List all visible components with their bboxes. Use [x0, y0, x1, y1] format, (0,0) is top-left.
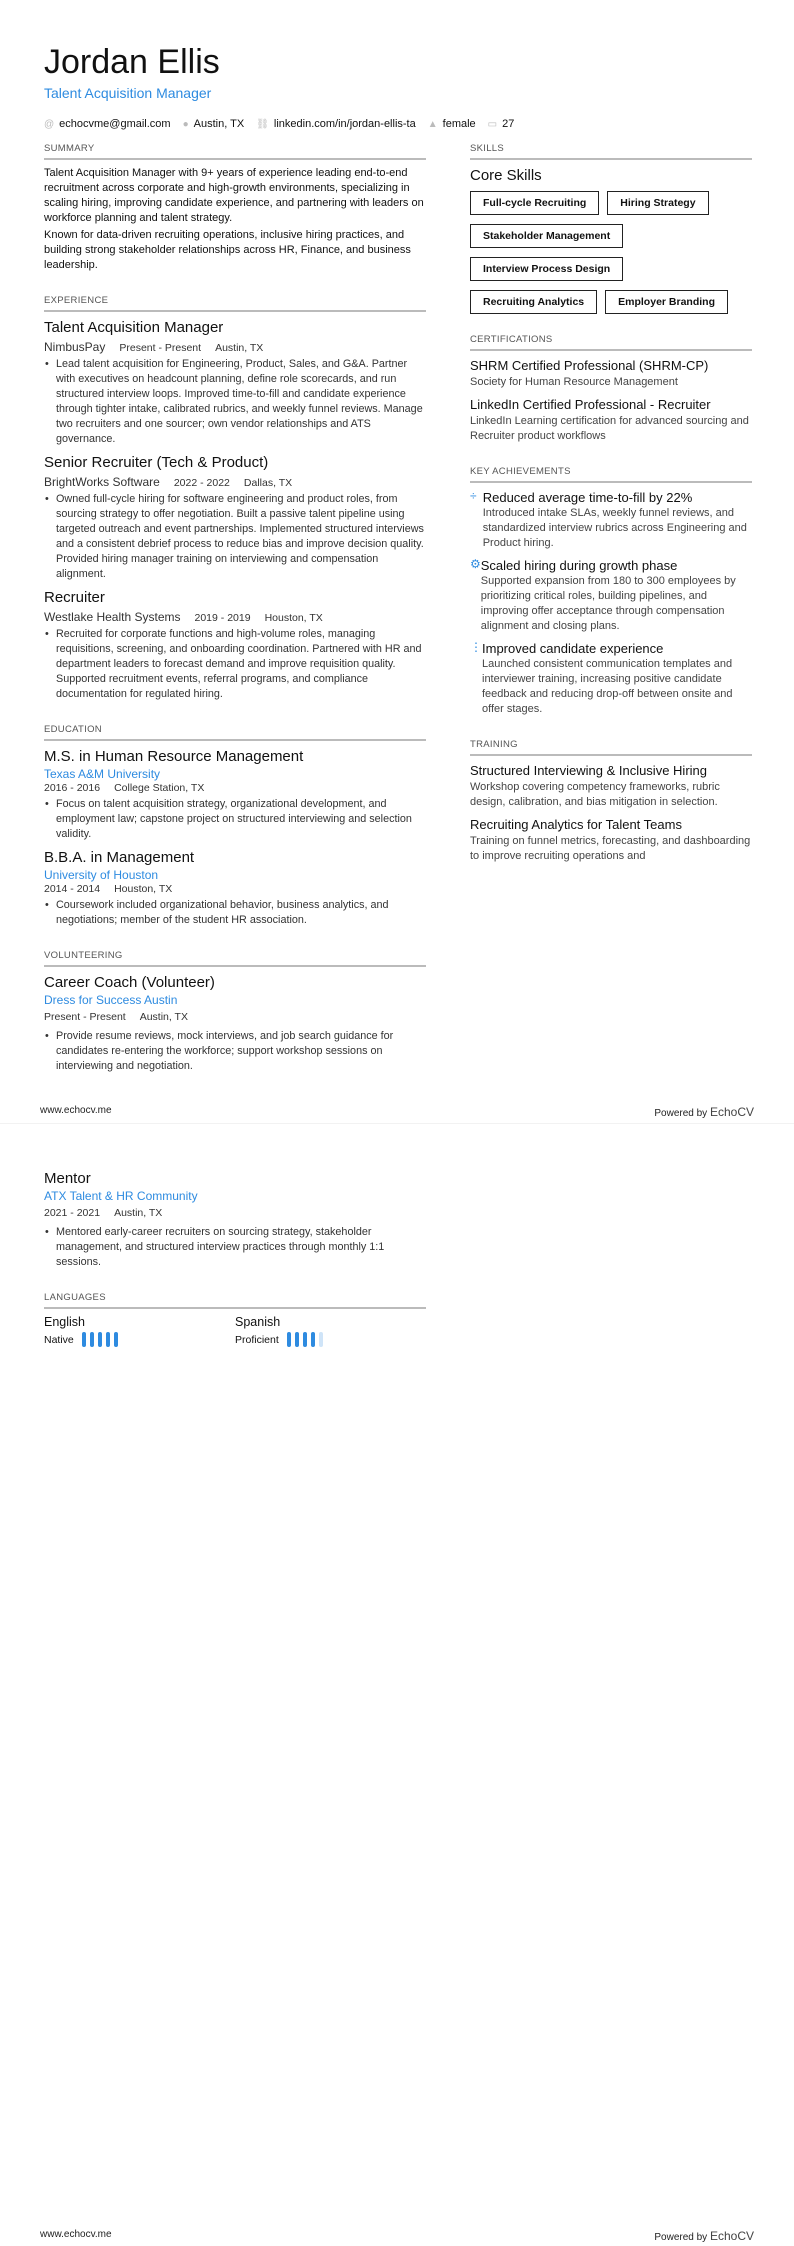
education-item [44, 848, 426, 928]
school: University of Houston [44, 868, 159, 882]
education-section [44, 724, 426, 928]
link-icon: ⛓ [256, 119, 269, 130]
language-name: Spanish [235, 1315, 281, 1329]
calendar-icon: ▭ [487, 119, 498, 130]
brand-logo: EchoCV [709, 1105, 754, 1119]
section-heading: KEY ACHIEVEMENTS [470, 466, 752, 483]
language-name: English [44, 1315, 85, 1329]
organization: ATX Talent & HR Community [44, 1189, 198, 1203]
bullet: • Provide resume reviews, mock interviews, and job search guidance for candidates re-entering the workforce; support workshop sessions on interviewing and negotiation. [44, 1029, 426, 1074]
organization: Dress for Success Austin [44, 993, 178, 1007]
achievement-desc: Introduced intake SLAs, weekly funnel reviews, and standardized interview rubrics across Engineering and Product hiring. [482, 507, 747, 549]
resume-page-2 [0, 1123, 794, 2246]
certifications-section [470, 334, 752, 444]
education-item [44, 747, 426, 842]
school: Texas A&M University [44, 767, 161, 781]
proficiency-bars [287, 1332, 323, 1347]
location: Houston, TX [114, 883, 173, 895]
section-heading: EDUCATION [44, 724, 426, 741]
location: College Station, TX [114, 782, 205, 794]
divide-icon: ÷ [470, 489, 477, 503]
footer-powered-by: Powered by EchoCV [654, 2229, 754, 2243]
skills-section [470, 143, 752, 314]
job-title: Talent Acquisition Manager [44, 319, 224, 336]
section-heading: CERTIFICATIONS [470, 334, 752, 351]
section-heading: EXPERIENCE [44, 295, 426, 312]
achievement-item [470, 557, 752, 634]
footer-site-link[interactable]: www.echocv.me [40, 2229, 112, 2240]
degree: B.B.A. in Management [44, 849, 195, 866]
vertical-dots-icon: ⋮ [470, 640, 482, 654]
contact-linkedin[interactable]: ⛓ linkedin.com/in/jordan-ellis-ta [256, 118, 416, 130]
cert-desc: Society for Human Resource Management [470, 376, 678, 388]
dates: 2022 - 2022 [173, 477, 230, 489]
contact-list [44, 118, 514, 130]
contact-location: ● Austin, TX [182, 118, 245, 130]
language-item [235, 1315, 426, 1347]
achievement-item [470, 489, 752, 551]
skill-chips [470, 191, 740, 314]
skill-group-title: Core Skills [470, 167, 542, 184]
dates: 2014 - 2014 [44, 883, 101, 895]
experience-section [44, 295, 426, 702]
dates: 2019 - 2019 [194, 612, 251, 624]
skill-chip: Hiring Strategy [607, 191, 708, 215]
location-pin-icon: ● [182, 119, 189, 130]
proficiency-bar [114, 1332, 118, 1347]
achievement-desc: Supported expansion from 180 to 300 employees by prioritizing critical roles, building pipelines, and improving offer acceptance through compensation alignment and closing plans. [480, 575, 736, 632]
volunteer-role: Mentor [44, 1170, 91, 1187]
skill-chip: Interview Process Design [470, 257, 623, 281]
candidate-title: Talent Acquisition Manager [44, 85, 212, 101]
skill-chip: Full-cycle Recruiting [470, 191, 599, 215]
volunteering-item [44, 973, 426, 1074]
brand-logo: EchoCV [709, 2229, 754, 2243]
training-section [470, 739, 752, 864]
proficiency-bar [106, 1332, 110, 1347]
degree: M.S. in Human Resource Management [44, 748, 304, 765]
training-desc: Workshop covering competency frameworks, rubric design, calibration, and bias mitigation in selection. [470, 781, 720, 808]
section-heading: LANGUAGES [44, 1292, 426, 1309]
dates: Present - Present [44, 1011, 126, 1023]
location: Austin, TX [215, 342, 264, 354]
cert-name: SHRM Certified Professional (SHRM-CP) [470, 358, 709, 373]
training-name: Recruiting Analytics for Talent Teams [470, 817, 682, 832]
summary-text: Known for data-driven recruiting operations, inclusive hiring practices, and building strong stakeholder relationships across HR, Finance, and business leadership. [44, 229, 411, 271]
proficiency-bars [82, 1332, 118, 1347]
bullet: • Recruited for corporate functions and high-volume roles, managing requisitions, screening, and onboarding coordination. Partnered with HR and department leaders to forecast demand and improve requisition quality. Supported recruitment events, referral programs, and compliance documentation for regulated hiring. [44, 627, 426, 702]
right-column [470, 143, 752, 864]
skill-chip: Stakeholder Management [470, 224, 623, 248]
achievement-desc: Launched consistent communication templates and interviewer training, increasing positive candidate feedback and reducing drop-off between onsite and offer stages. [482, 658, 733, 715]
contact-gender: ▲ female [427, 118, 476, 130]
section-heading: SUMMARY [44, 143, 426, 160]
job-title: Recruiter [44, 589, 105, 606]
experience-item [44, 453, 426, 582]
person-icon: ▲ [427, 119, 438, 130]
section-heading: SKILLS [470, 143, 752, 160]
achievement-title: Reduced average time-to-fill by 22% [482, 490, 693, 505]
achievements-section [470, 466, 752, 717]
proficiency-bar [82, 1332, 86, 1347]
proficiency-bar [319, 1332, 323, 1347]
cert-desc: LinkedIn Learning certification for advanced sourcing and Recruiter product workflows [470, 415, 749, 442]
at-icon: @ [44, 119, 55, 130]
experience-item [44, 588, 426, 702]
language-level: Native [44, 1333, 74, 1346]
language-item [44, 1315, 235, 1347]
volunteering-section [44, 950, 426, 1074]
company: BrightWorks Software [44, 475, 160, 489]
languages-section [44, 1292, 426, 1347]
bullet: • Mentored early-career recruiters on sourcing strategy, stakeholder management, and structured interview practices through monthly 1:1 sessions. [44, 1225, 426, 1270]
achievement-title: Improved candidate experience [482, 641, 664, 656]
footer-site-link[interactable]: www.echocv.me [40, 1105, 112, 1116]
proficiency-bar [287, 1332, 291, 1347]
candidate-name: Jordan Ellis [44, 43, 220, 81]
dates: Present - Present [119, 342, 202, 354]
volunteer-role: Career Coach (Volunteer) [44, 974, 215, 991]
skill-chip: Employer Branding [605, 290, 728, 314]
left-column [44, 143, 426, 1074]
proficiency-bar [311, 1332, 315, 1347]
training-name: Structured Interviewing & Inclusive Hiring [470, 763, 707, 778]
skill-chip: Recruiting Analytics [470, 290, 597, 314]
footer-powered-by: Powered by EchoCV [654, 1105, 754, 1119]
gear-icon: ⚙ [470, 557, 481, 571]
location: Austin, TX [114, 1207, 163, 1219]
summary-text: Talent Acquisition Manager with 9+ years of experience leading end-to-end recruitment across corporate and high-growth environments, specializing in scaling hiring, improving candidate experience, and partnering with leaders on workforce planning and talent strategy. [44, 167, 424, 224]
achievement-title: Scaled hiring during growth phase [480, 558, 678, 573]
dates: 2021 - 2021 [44, 1207, 101, 1219]
location: Houston, TX [264, 612, 323, 624]
volunteering-item [44, 1169, 426, 1270]
header [44, 42, 426, 101]
contact-email[interactable]: @ echocvme@gmail.com [44, 118, 171, 130]
achievement-item [470, 640, 752, 717]
training-desc: Training on funnel metrics, forecasting, and dashboarding to improve recruiting operations and [470, 835, 751, 862]
language-level: Proficient [235, 1333, 279, 1346]
summary-section [44, 143, 426, 273]
proficiency-bar [303, 1332, 307, 1347]
left-column [44, 1169, 426, 1347]
section-heading: TRAINING [470, 739, 752, 756]
location: Austin, TX [139, 1011, 188, 1023]
bullet: • Focus on talent acquisition strategy, organizational development, and employment law; capstone project on structured interviewing and selection validity. [44, 797, 426, 842]
proficiency-bar [90, 1332, 94, 1347]
company: NimbusPay [44, 340, 106, 354]
cert-name: LinkedIn Certified Professional - Recruiter [470, 397, 711, 412]
company: Westlake Health Systems [44, 610, 181, 624]
section-heading: VOLUNTEERING [44, 950, 426, 967]
proficiency-bar [98, 1332, 102, 1347]
dates: 2016 - 2016 [44, 782, 101, 794]
contact-age: ▭ 27 [487, 118, 515, 130]
bullet: • Coursework included organizational behavior, business analytics, and negotiations; member of the student HR association. [44, 898, 426, 928]
location: Dallas, TX [243, 477, 293, 489]
bullet: • Lead talent acquisition for Engineering, Product, Sales, and G&A. Partner with executives on headcount planning, define role scorecards, and run structured interview loops. Improved time-to-fill and candidate experience through tighter intake, calibrated rubrics, and weekly funnel reviews. Manage two recruiters and one sourcer; own vendor relationships and ATS governance. [44, 357, 426, 447]
bullet: • Owned full-cycle hiring for software engineering and product roles, from sourcing strategy to offer negotiation. Built a passive talent pipeline using targeted outreach and event partnerships. Implemented structured interviews and a consistent debrief process to reduce bias and improve decision quality. Provided hiring manager training on interviewing and compensation alignment. [44, 492, 426, 582]
proficiency-bar [295, 1332, 299, 1347]
job-title: Senior Recruiter (Tech & Product) [44, 454, 269, 471]
experience-item [44, 318, 426, 447]
